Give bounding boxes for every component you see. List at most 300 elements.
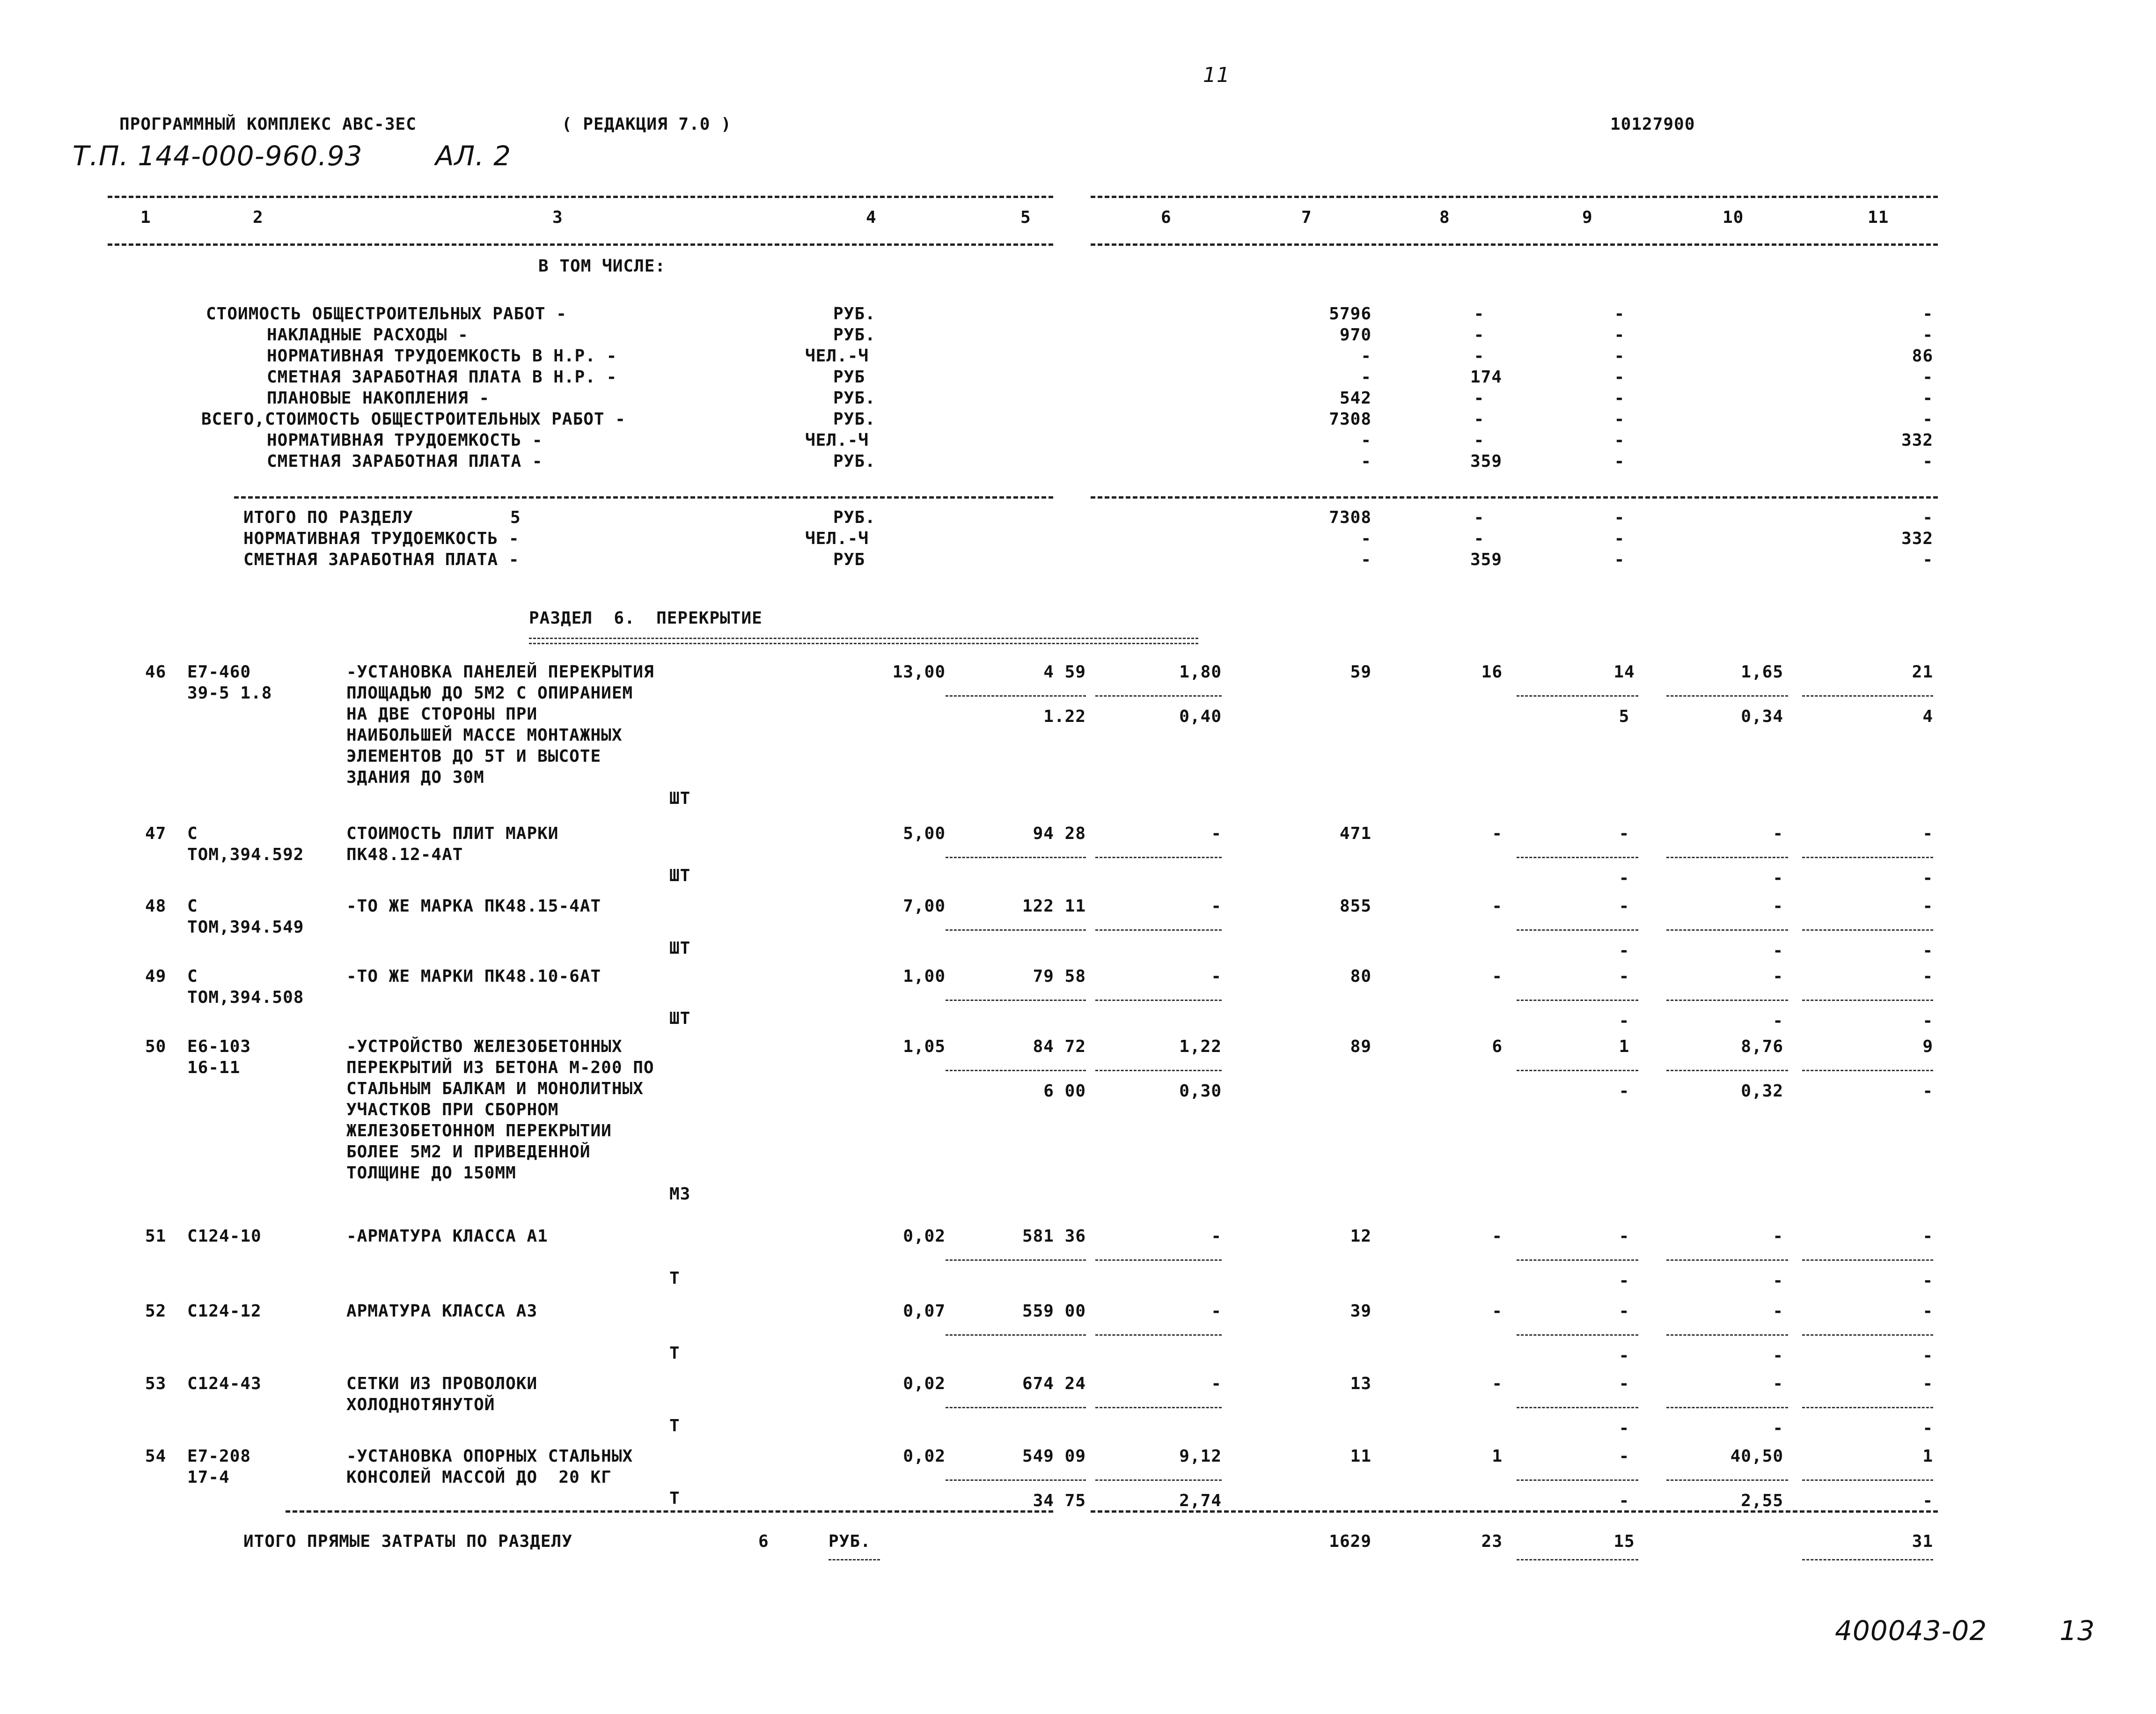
item-total-wage: 1: [1492, 1447, 1503, 1466]
item-quantity: 7,00: [903, 897, 946, 916]
item-total-cost: 80: [1350, 967, 1371, 986]
summary-c11: 86: [1912, 346, 1933, 366]
item-total-cost: 11: [1350, 1447, 1371, 1466]
summary-label: ПЛАНОВЫЕ НАКОПЛЕНИЯ -: [267, 389, 490, 408]
item-code-ref: ТОМ,394.549: [187, 918, 304, 937]
section5-heading: В ТОМ ЧИСЛЕ:: [538, 257, 666, 276]
item-rule-c11: [1802, 1407, 1933, 1408]
unit-underline: [829, 1559, 880, 1560]
item-machine-total: -: [1619, 1447, 1630, 1466]
column-header-10: 10: [1723, 208, 1744, 227]
item-description-line: -ТО ЖЕ МАРКИ ПК48.10-6АТ: [346, 967, 601, 986]
item-total-wage: -: [1492, 824, 1503, 843]
item-unit: ШТ: [669, 866, 691, 885]
item-rule-c11: [1802, 1000, 1933, 1001]
summary-unit: РУБ.: [833, 389, 876, 408]
summary-c11: -: [1922, 389, 1933, 408]
item-rule-c9: [1517, 1259, 1638, 1261]
sheet-number: 13: [2060, 1615, 2095, 1647]
item-machine-total-wage: 5: [1619, 707, 1630, 726]
item-machine-total-wage: -: [1619, 941, 1630, 960]
item-rule-c11: [1802, 695, 1933, 697]
item-total-wage: 6: [1492, 1037, 1503, 1056]
item-labor-total-2: 4: [1922, 707, 1933, 726]
total-c9: 15: [1613, 1532, 1635, 1551]
item-unit-cost: 581 36: [1022, 1227, 1086, 1246]
item-rule-c11: [1802, 1334, 1933, 1336]
item-total-cost: 12: [1350, 1227, 1371, 1246]
item-labor-total: -: [1922, 967, 1933, 986]
total-label: ИТОГО ПО РАЗДЕЛУ: [243, 508, 413, 527]
summary-unit: ЧЕЛ.-Ч: [805, 431, 869, 450]
c11-underline: [1802, 1559, 1933, 1560]
item-quantity: 0,02: [903, 1374, 946, 1393]
item-description-line: -АРМАТУРА КЛАССА А1: [346, 1227, 548, 1246]
summary-c9: -: [1614, 368, 1625, 387]
total-c8: 359: [1470, 550, 1503, 569]
item-labor-total-2: -: [1922, 1491, 1933, 1510]
item-total-cost: 471: [1339, 824, 1371, 843]
summary-label: НОРМАТИВНАЯ ТРУДОЕМКОСТЬ -: [267, 431, 543, 450]
summary-unit: РУБ.: [833, 452, 876, 471]
column-header-6: 6: [1161, 208, 1172, 227]
item-code: Е7-208: [187, 1447, 251, 1466]
total-label: НОРМАТИВНАЯ ТРУДОЕМКОСТЬ -: [243, 529, 520, 548]
item-description-line: ТОЛЩИНЕ ДО 150ММ: [346, 1163, 516, 1183]
item-rule-c5: [946, 1070, 1086, 1071]
item-rule-c5: [946, 695, 1086, 697]
item-machine-total: -: [1619, 824, 1630, 843]
column-header-7: 7: [1301, 208, 1312, 227]
item-total-cost: 59: [1350, 662, 1371, 682]
column-header-5: 5: [1020, 208, 1031, 227]
item-labor-unit-2: 0,34: [1741, 707, 1783, 726]
summary-c9: -: [1614, 389, 1625, 408]
item-machine-cost: -: [1211, 897, 1222, 916]
total-unit: РУБ: [833, 550, 865, 569]
column-header-11: 11: [1868, 208, 1889, 227]
document-id: 10127900: [1610, 115, 1695, 134]
item-labor-unit: -: [1773, 967, 1783, 986]
item-labor-total-2: -: [1922, 1081, 1933, 1101]
summary-c9: -: [1614, 304, 1625, 324]
summary-c8: 174: [1470, 368, 1503, 387]
item-number: 46: [145, 662, 167, 682]
item-unit-wage: 34 75: [1033, 1491, 1086, 1510]
item-unit-cost: 94 28: [1033, 824, 1086, 843]
summary-c7: -: [1361, 346, 1371, 366]
item-unit-cost: 122 11: [1022, 897, 1086, 916]
album-number: АЛ. 2: [435, 140, 512, 172]
item-total-wage: 16: [1481, 662, 1503, 682]
summary-unit: РУБ.: [833, 410, 876, 429]
item-machine-total-wage: -: [1619, 1011, 1630, 1030]
item-machine-total: -: [1619, 967, 1630, 986]
item-labor-total-2: -: [1922, 941, 1933, 960]
item-description-line: АРМАТУРА КЛАССА А3: [346, 1302, 538, 1321]
summary-c11: -: [1922, 452, 1933, 471]
item-machine-total: -: [1619, 1374, 1630, 1393]
item-rule-c6: [1095, 1070, 1222, 1071]
item-rule-c5: [946, 1334, 1086, 1336]
item-quantity: 13,00: [892, 662, 946, 682]
item-machine-total-wage: -: [1619, 1419, 1630, 1438]
item-unit: ШТ: [669, 1009, 691, 1028]
summary-c9: -: [1614, 431, 1625, 450]
item-machine-wage: 2,74: [1179, 1491, 1222, 1510]
item-labor-total: -: [1922, 897, 1933, 916]
item-description-line: КОНСОЛЕЙ МАССОЙ ДО 20 КГ: [346, 1468, 612, 1487]
summary-c7: 5796: [1329, 304, 1371, 324]
item-unit-cost: 674 24: [1022, 1374, 1086, 1393]
item-rule-c5: [946, 1259, 1086, 1261]
total-section: 5: [510, 508, 521, 527]
item-number: 47: [145, 824, 167, 843]
item-code: С: [187, 897, 198, 916]
section6-heading-underline: [529, 638, 1198, 644]
item-rule-c10: [1666, 1479, 1788, 1481]
item-labor-unit: 1,65: [1741, 662, 1783, 682]
item-machine-total-wage: -: [1619, 1271, 1630, 1290]
summary-c7: -: [1361, 368, 1371, 387]
sheet-stamp: 400043-02: [1835, 1615, 1987, 1647]
summary-c11: -: [1922, 325, 1933, 345]
item-code: С: [187, 824, 198, 843]
total-c7: 7308: [1329, 508, 1371, 527]
item-machine-total: -: [1619, 1302, 1630, 1321]
item-description-line: СТОИМОСТЬ ПЛИТ МАРКИ: [346, 824, 559, 843]
program-edition: ( РЕДАКЦИЯ 7.0 ): [562, 115, 732, 134]
item-unit-cost: 79 58: [1033, 967, 1086, 986]
item-labor-total-2: -: [1922, 868, 1933, 888]
total-section: 6: [758, 1532, 769, 1551]
item-rule-c6: [1095, 1334, 1222, 1336]
item-machine-total-wage: -: [1619, 1491, 1630, 1510]
total-c11: -: [1922, 550, 1933, 569]
item-rule-c9: [1517, 929, 1638, 931]
item-labor-unit-2: -: [1773, 868, 1783, 888]
total-c9: -: [1614, 550, 1625, 569]
item-rule-c6: [1095, 929, 1222, 931]
item-description-line: ХОЛОДНОТЯНУТОЙ: [346, 1395, 495, 1414]
item-description-line: ЗДАНИЯ ДО 30М: [346, 768, 484, 787]
item-total-wage: -: [1492, 1374, 1503, 1393]
item-code-ref: 17-4: [187, 1468, 230, 1487]
item-machine-total-wage: -: [1619, 1081, 1630, 1101]
summary-c8: -: [1474, 389, 1485, 408]
item-machine-cost: 1,80: [1179, 662, 1222, 682]
item-description-line: ПЕРЕКРЫТИЙ ИЗ БЕТОНА М-200 ПО: [346, 1058, 654, 1077]
item-number: 49: [145, 967, 167, 986]
item-rule-c11: [1802, 929, 1933, 931]
total-label: ИТОГО ПРЯМЫЕ ЗАТРАТЫ ПО РАЗДЕЛУ: [243, 1532, 572, 1551]
item-labor-unit-2: 2,55: [1741, 1491, 1783, 1510]
item-quantity: 1,05: [903, 1037, 946, 1056]
column-header-8: 8: [1439, 208, 1450, 227]
item-total-cost: 39: [1350, 1302, 1371, 1321]
item-rule-c6: [1095, 1479, 1222, 1481]
item-machine-cost: -: [1211, 1302, 1222, 1321]
total-unit: РУБ.: [829, 1532, 871, 1551]
section5-summary-rule: [234, 496, 1053, 499]
total-c8: -: [1474, 529, 1485, 548]
item-machine-wage: 0,30: [1179, 1081, 1222, 1101]
item-labor-unit-2: -: [1773, 1419, 1783, 1438]
item-labor-unit: -: [1773, 897, 1783, 916]
item-rule-c9: [1517, 1070, 1638, 1071]
summary-c7: -: [1361, 452, 1371, 471]
item-labor-total-2: -: [1922, 1346, 1933, 1365]
item-description-line: -УСТРОЙСТВО ЖЕЛЕЗОБЕТОННЫХ: [346, 1037, 623, 1056]
item-labor-unit: -: [1773, 1374, 1783, 1393]
item-labor-total: 1: [1922, 1447, 1933, 1466]
section6-heading: РАЗДЕЛ 6. ПЕРЕКРЫТИЕ: [529, 609, 763, 628]
item-labor-unit-2: -: [1773, 1011, 1783, 1030]
item-machine-cost: 9,12: [1179, 1447, 1222, 1466]
item-rule-c6: [1095, 695, 1222, 697]
item-description-line: -ТО ЖЕ МАРКА ПК48.15-4АТ: [346, 897, 601, 916]
item-labor-unit: -: [1773, 824, 1783, 843]
total-c8: -: [1474, 508, 1485, 527]
item-code: С124-12: [187, 1302, 262, 1321]
total-unit: РУБ.: [833, 508, 876, 527]
item-rule-c11: [1802, 1259, 1933, 1261]
item-rule-c10: [1666, 695, 1788, 697]
item-labor-total: -: [1922, 1302, 1933, 1321]
item-machine-total: 14: [1613, 662, 1635, 682]
column-header-3: 3: [552, 208, 563, 227]
item-total-cost: 89: [1350, 1037, 1371, 1056]
item-rule-c6: [1095, 1000, 1222, 1001]
total-c8: 23: [1481, 1532, 1503, 1551]
item-total-cost: 13: [1350, 1374, 1371, 1393]
column-header-1: 1: [140, 208, 151, 227]
item-quantity: 0,02: [903, 1447, 946, 1466]
item-rule-c5: [946, 857, 1086, 858]
item-rule-c6: [1095, 1259, 1222, 1261]
item-machine-cost: -: [1211, 967, 1222, 986]
item-unit-wage: 1.22: [1043, 707, 1086, 726]
item-unit: Т: [669, 1269, 680, 1288]
item-unit: Т: [669, 1489, 680, 1508]
item-unit: Т: [669, 1344, 680, 1363]
item-unit-wage: 6 00: [1043, 1081, 1086, 1101]
summary-c8: -: [1474, 304, 1485, 324]
item-rule-c10: [1666, 857, 1788, 858]
total-unit: ЧЕЛ.-Ч: [805, 529, 869, 548]
item-rule-c9: [1517, 1334, 1638, 1336]
item-rule-c5: [946, 1479, 1086, 1481]
summary-c11: -: [1922, 368, 1933, 387]
total-c7: 1629: [1329, 1532, 1371, 1551]
summary-label: НОРМАТИВНАЯ ТРУДОЕМКОСТЬ В Н.Р. -: [267, 346, 617, 366]
item-number: 48: [145, 897, 167, 916]
column-header-top-rule-right: [1091, 196, 1938, 198]
summary-unit: ЧЕЛ.-Ч: [805, 346, 869, 366]
item-code: С124-43: [187, 1374, 262, 1393]
item-number: 51: [145, 1227, 167, 1246]
summary-c9: -: [1614, 410, 1625, 429]
item-labor-unit: 8,76: [1741, 1037, 1783, 1056]
item-rule-c5: [946, 1000, 1086, 1001]
summary-c9: -: [1614, 325, 1625, 345]
item-description-line: -УСТАНОВКА ПАНЕЛЕЙ ПЕРЕКРЫТИЯ: [346, 662, 654, 682]
section5-summary-rule-right: [1091, 496, 1938, 499]
item-machine-total-wage: -: [1619, 868, 1630, 888]
item-labor-total: 21: [1912, 662, 1933, 682]
item-total-wage: -: [1492, 1302, 1503, 1321]
item-labor-total: 9: [1922, 1037, 1933, 1056]
total-c11: 332: [1901, 529, 1933, 548]
summary-c11: -: [1922, 410, 1933, 429]
item-code: С124-10: [187, 1227, 262, 1246]
item-rule-c6: [1095, 857, 1222, 858]
summary-c7: 970: [1339, 325, 1371, 345]
summary-c8: 359: [1470, 452, 1503, 471]
item-rule-c6: [1095, 1407, 1222, 1408]
column-header-top-rule: [108, 196, 1053, 198]
summary-label: СМЕТНАЯ ЗАРАБОТНАЯ ПЛАТА В Н.Р. -: [267, 368, 617, 387]
item-number: 54: [145, 1447, 167, 1466]
summary-label: СМЕТНАЯ ЗАРАБОТНАЯ ПЛАТА -: [267, 452, 543, 471]
total-c7: -: [1361, 529, 1371, 548]
column-header-bottom-rule: [108, 243, 1053, 246]
summary-c7: 542: [1339, 389, 1371, 408]
summary-c9: -: [1614, 452, 1625, 471]
summary-c7: 7308: [1329, 410, 1371, 429]
summary-c8: -: [1474, 431, 1485, 450]
item-labor-unit: 40,50: [1730, 1447, 1783, 1466]
item-code: Е7-460: [187, 662, 251, 682]
item-description-line: СТАЛЬНЫМ БАЛКАМ И МОНОЛИТНЫХ: [346, 1079, 644, 1098]
item-number: 52: [145, 1302, 167, 1321]
total-c11: -: [1922, 508, 1933, 527]
item-quantity: 5,00: [903, 824, 946, 843]
item-machine-cost: -: [1211, 824, 1222, 843]
item-labor-total-2: -: [1922, 1011, 1933, 1030]
summary-c8: -: [1474, 346, 1485, 366]
item-rule-c11: [1802, 1479, 1933, 1481]
item-labor-unit: -: [1773, 1227, 1783, 1246]
item-rule-c9: [1517, 1000, 1638, 1001]
summary-label: НАКЛАДНЫЕ РАСХОДЫ -: [267, 325, 469, 345]
section6-total-rule-right: [1091, 1510, 1938, 1513]
summary-label: СТОИМОСТЬ ОБЩЕСТРОИТЕЛЬНЫХ РАБОТ -: [206, 304, 567, 324]
item-unit-cost: 549 09: [1022, 1447, 1086, 1466]
item-total-cost: 855: [1339, 897, 1371, 916]
total-c9: -: [1614, 529, 1625, 548]
item-rule-c11: [1802, 1070, 1933, 1071]
section6-total-rule: [286, 1510, 1053, 1513]
item-quantity: 1,00: [903, 967, 946, 986]
project-reference: Т.П. 144-000-960.93: [73, 140, 363, 172]
item-labor-unit-2: -: [1773, 941, 1783, 960]
item-unit: Т: [669, 1416, 680, 1435]
item-rule-c11: [1802, 857, 1933, 858]
item-code: С: [187, 967, 198, 986]
item-unit-cost: 84 72: [1033, 1037, 1086, 1056]
summary-c8: -: [1474, 325, 1485, 345]
item-rule-c10: [1666, 1407, 1788, 1408]
item-machine-cost: 1,22: [1179, 1037, 1222, 1056]
item-number: 53: [145, 1374, 167, 1393]
c8-underline: [1517, 1559, 1638, 1560]
item-description-line: БОЛЕЕ 5М2 И ПРИВЕДЕННОЙ: [346, 1142, 591, 1162]
item-labor-total-2: -: [1922, 1419, 1933, 1438]
item-labor-unit-2: 0,32: [1741, 1081, 1783, 1101]
column-header-2: 2: [253, 208, 264, 227]
item-rule-c10: [1666, 1070, 1788, 1071]
summary-c9: -: [1614, 346, 1625, 366]
item-description-line: НА ДВЕ СТОРОНЫ ПРИ: [346, 705, 538, 724]
item-rule-c10: [1666, 1259, 1788, 1261]
item-description-line: УЧАСТКОВ ПРИ СБОРНОМ: [346, 1100, 559, 1119]
item-machine-total: 1: [1619, 1037, 1630, 1056]
column-header-bottom-rule-right: [1091, 243, 1938, 246]
item-description-line: СЕТКИ ИЗ ПРОВОЛОКИ: [346, 1374, 538, 1393]
summary-c8: -: [1474, 410, 1485, 429]
item-rule-c10: [1666, 929, 1788, 931]
item-description-line: ЭЛЕМЕНТОВ ДО 5Т И ВЫСОТЕ: [346, 747, 601, 766]
summary-unit: РУБ.: [833, 304, 876, 324]
total-label: СМЕТНАЯ ЗАРАБОТНАЯ ПЛАТА -: [243, 550, 520, 569]
item-description-line: ПК48.12-4АТ: [346, 845, 463, 864]
summary-c7: -: [1361, 431, 1371, 450]
item-total-wage: -: [1492, 1227, 1503, 1246]
item-description-line: ПЛОЩАДЬЮ ДО 5М2 С ОПИРАНИЕМ: [346, 684, 633, 703]
item-number: 50: [145, 1037, 167, 1056]
item-description-line: НАИБОЛЬШЕЙ МАССЕ МОНТАЖНЫХ: [346, 726, 623, 745]
item-description-line: -УСТАНОВКА ОПОРНЫХ СТАЛЬНЫХ: [346, 1447, 633, 1466]
item-machine-cost: -: [1211, 1227, 1222, 1246]
item-unit: М3: [669, 1184, 691, 1204]
item-code-ref: 39-5 1.8: [187, 684, 272, 703]
item-rule-c9: [1517, 857, 1638, 858]
summary-c11: 332: [1901, 431, 1933, 450]
item-labor-unit: -: [1773, 1302, 1783, 1321]
item-machine-cost: -: [1211, 1374, 1222, 1393]
item-labor-total: -: [1922, 1374, 1933, 1393]
item-rule-c10: [1666, 1000, 1788, 1001]
item-quantity: 0,02: [903, 1227, 946, 1246]
item-machine-wage: 0,40: [1179, 707, 1222, 726]
column-header-4: 4: [866, 208, 877, 227]
item-rule-c9: [1517, 695, 1638, 697]
summary-unit: РУБ: [833, 368, 865, 387]
item-labor-total: -: [1922, 1227, 1933, 1246]
program-name: ПРОГРАММНЫЙ КОМПЛЕКС АВС-3ЕС: [119, 115, 417, 134]
item-rule-c10: [1666, 1334, 1788, 1336]
item-machine-total-wage: -: [1619, 1346, 1630, 1365]
item-labor-unit-2: -: [1773, 1346, 1783, 1365]
item-machine-total: -: [1619, 1227, 1630, 1246]
item-total-wage: -: [1492, 967, 1503, 986]
summary-c11: -: [1922, 304, 1933, 324]
item-code-ref: 16-11: [187, 1058, 241, 1077]
item-rule-c9: [1517, 1407, 1638, 1408]
item-rule-c5: [946, 929, 1086, 931]
item-labor-unit-2: -: [1773, 1271, 1783, 1290]
summary-unit: РУБ.: [833, 325, 876, 345]
column-header-9: 9: [1582, 208, 1593, 227]
item-code: Е6-103: [187, 1037, 251, 1056]
item-labor-total: -: [1922, 824, 1933, 843]
item-unit-cost: 4 59: [1043, 662, 1086, 682]
item-machine-total: -: [1619, 897, 1630, 916]
item-quantity: 0,07: [903, 1302, 946, 1321]
item-unit-cost: 559 00: [1022, 1302, 1086, 1321]
item-code-ref: ТОМ,394.508: [187, 988, 304, 1007]
